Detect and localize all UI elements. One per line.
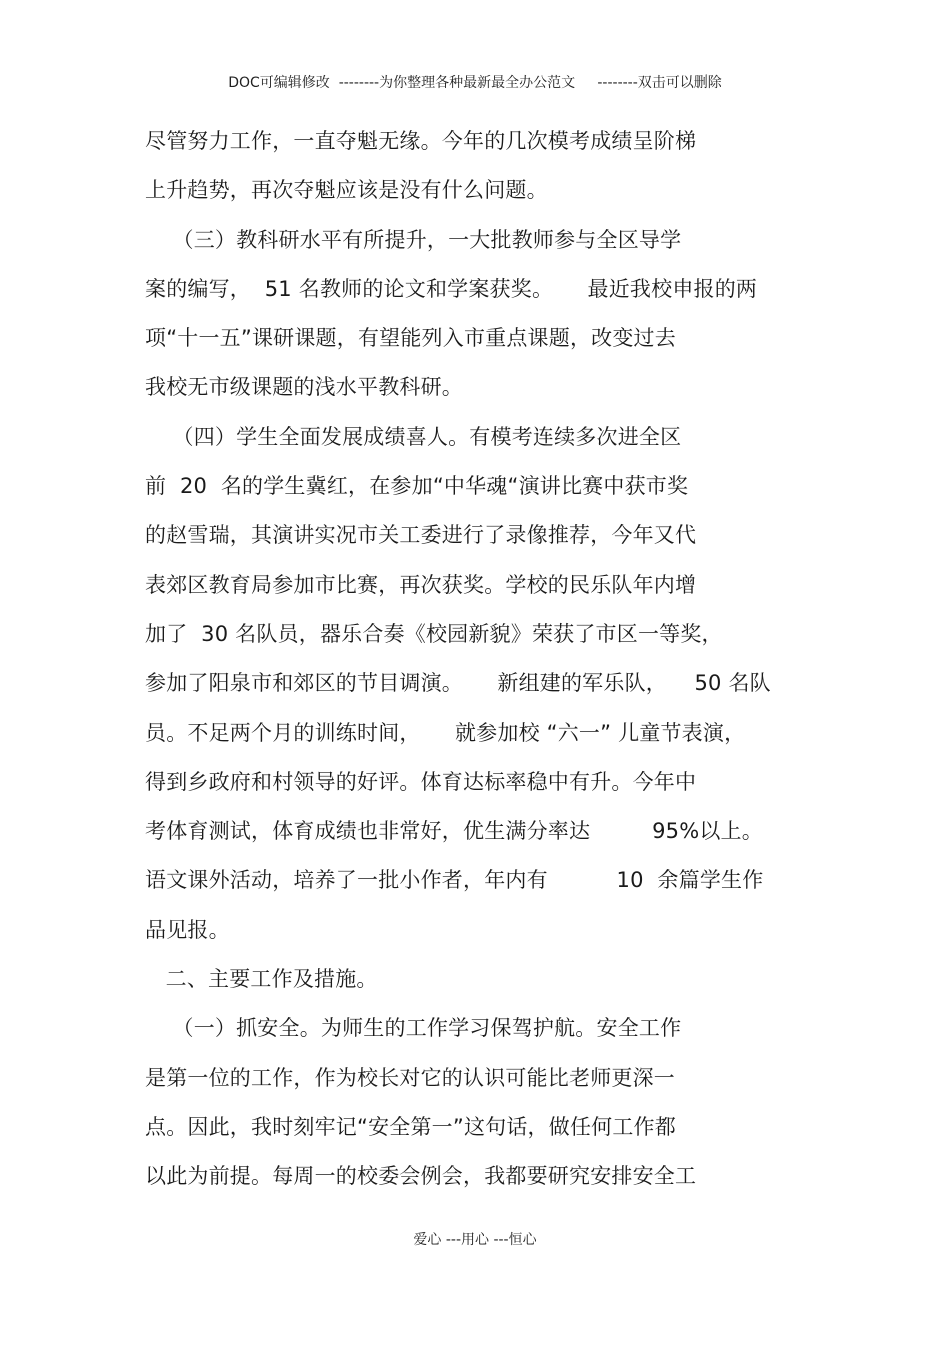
text-line: 前 20 名的学生冀红，在参加“中华魂“演讲比赛中获市奖 — [145, 474, 689, 499]
text-line: 得到乡政府和村领导的好评。体育达标率稳中有升。今年中 — [145, 769, 697, 794]
section-heading: 二、主要工作及措施。 — [145, 967, 378, 992]
text-line: （三）教科研水平有所提升，一大批教师参与全区导学 — [145, 227, 682, 252]
text-line: 加了 30 名队员，器乐合奏《校园新貌》荣获了市区一等奖， — [145, 621, 723, 646]
text-line: 表郊区教育局参加市比赛，再次获奖。学校的民乐队年内增 — [145, 572, 697, 597]
text-line: 以此为前提。每周一的校委会例会，我都要研究安排安全工 — [145, 1164, 697, 1189]
document-body — [145, 117, 825, 1202]
text-line: 我校无市级课题的浅水平教科研。 — [145, 375, 463, 400]
text-line: 考体育测试，体育成绩也非常好，优生满分率达 95%以上。 — [145, 819, 763, 844]
text-line: 语文课外活动，培养了一批小作者，年内有 10 余篇学生作 — [145, 868, 764, 893]
text-line: 点。因此，我时刻牢记“安全第一”这句话，做任何工作都 — [145, 1114, 676, 1139]
page-footer: 爱心 ---用心 ---恒心 — [413, 1232, 537, 1248]
text-line: 的赵雪瑞，其演讲实况市关工委进行了录像推荐，今年又代 — [145, 523, 697, 548]
text-line: 上升趋势，再次夺魁应该是没有什么问题。 — [145, 178, 548, 203]
text-line: 项“十一五”课研课题，有望能列入市重点课题，改变过去 — [145, 326, 676, 351]
text-line: （四）学生全面发展成绩喜人。有模考连续多次进全区 — [145, 424, 682, 449]
text-line: （一）抓安全。为师生的工作学习保驾护航。安全工作 — [145, 1016, 682, 1041]
text-line: 案的编写， 51 名教师的论文和学案获奖。 最近我校申报的两 — [145, 276, 758, 301]
page-header: DOC可编辑修改 --------为你整理各种最新最全办公范文 --------双击可以删除 — [228, 75, 722, 91]
text-line: 尽管努力工作，一直夺魁无缘。今年的几次模考成绩呈阶梯 — [145, 129, 697, 153]
text-line: 品见报。 — [145, 917, 230, 942]
text-line: 员。不足两个月的训练时间， 就参加校 “六一” 儿童节表演， — [145, 720, 746, 745]
text-line: 参加了阳泉市和郊区的节目调演。 新组建的军乐队， 50 名队 — [145, 671, 771, 696]
text-line: 是第一位的工作，作为校长对它的认识可能比老师更深一 — [145, 1065, 675, 1090]
